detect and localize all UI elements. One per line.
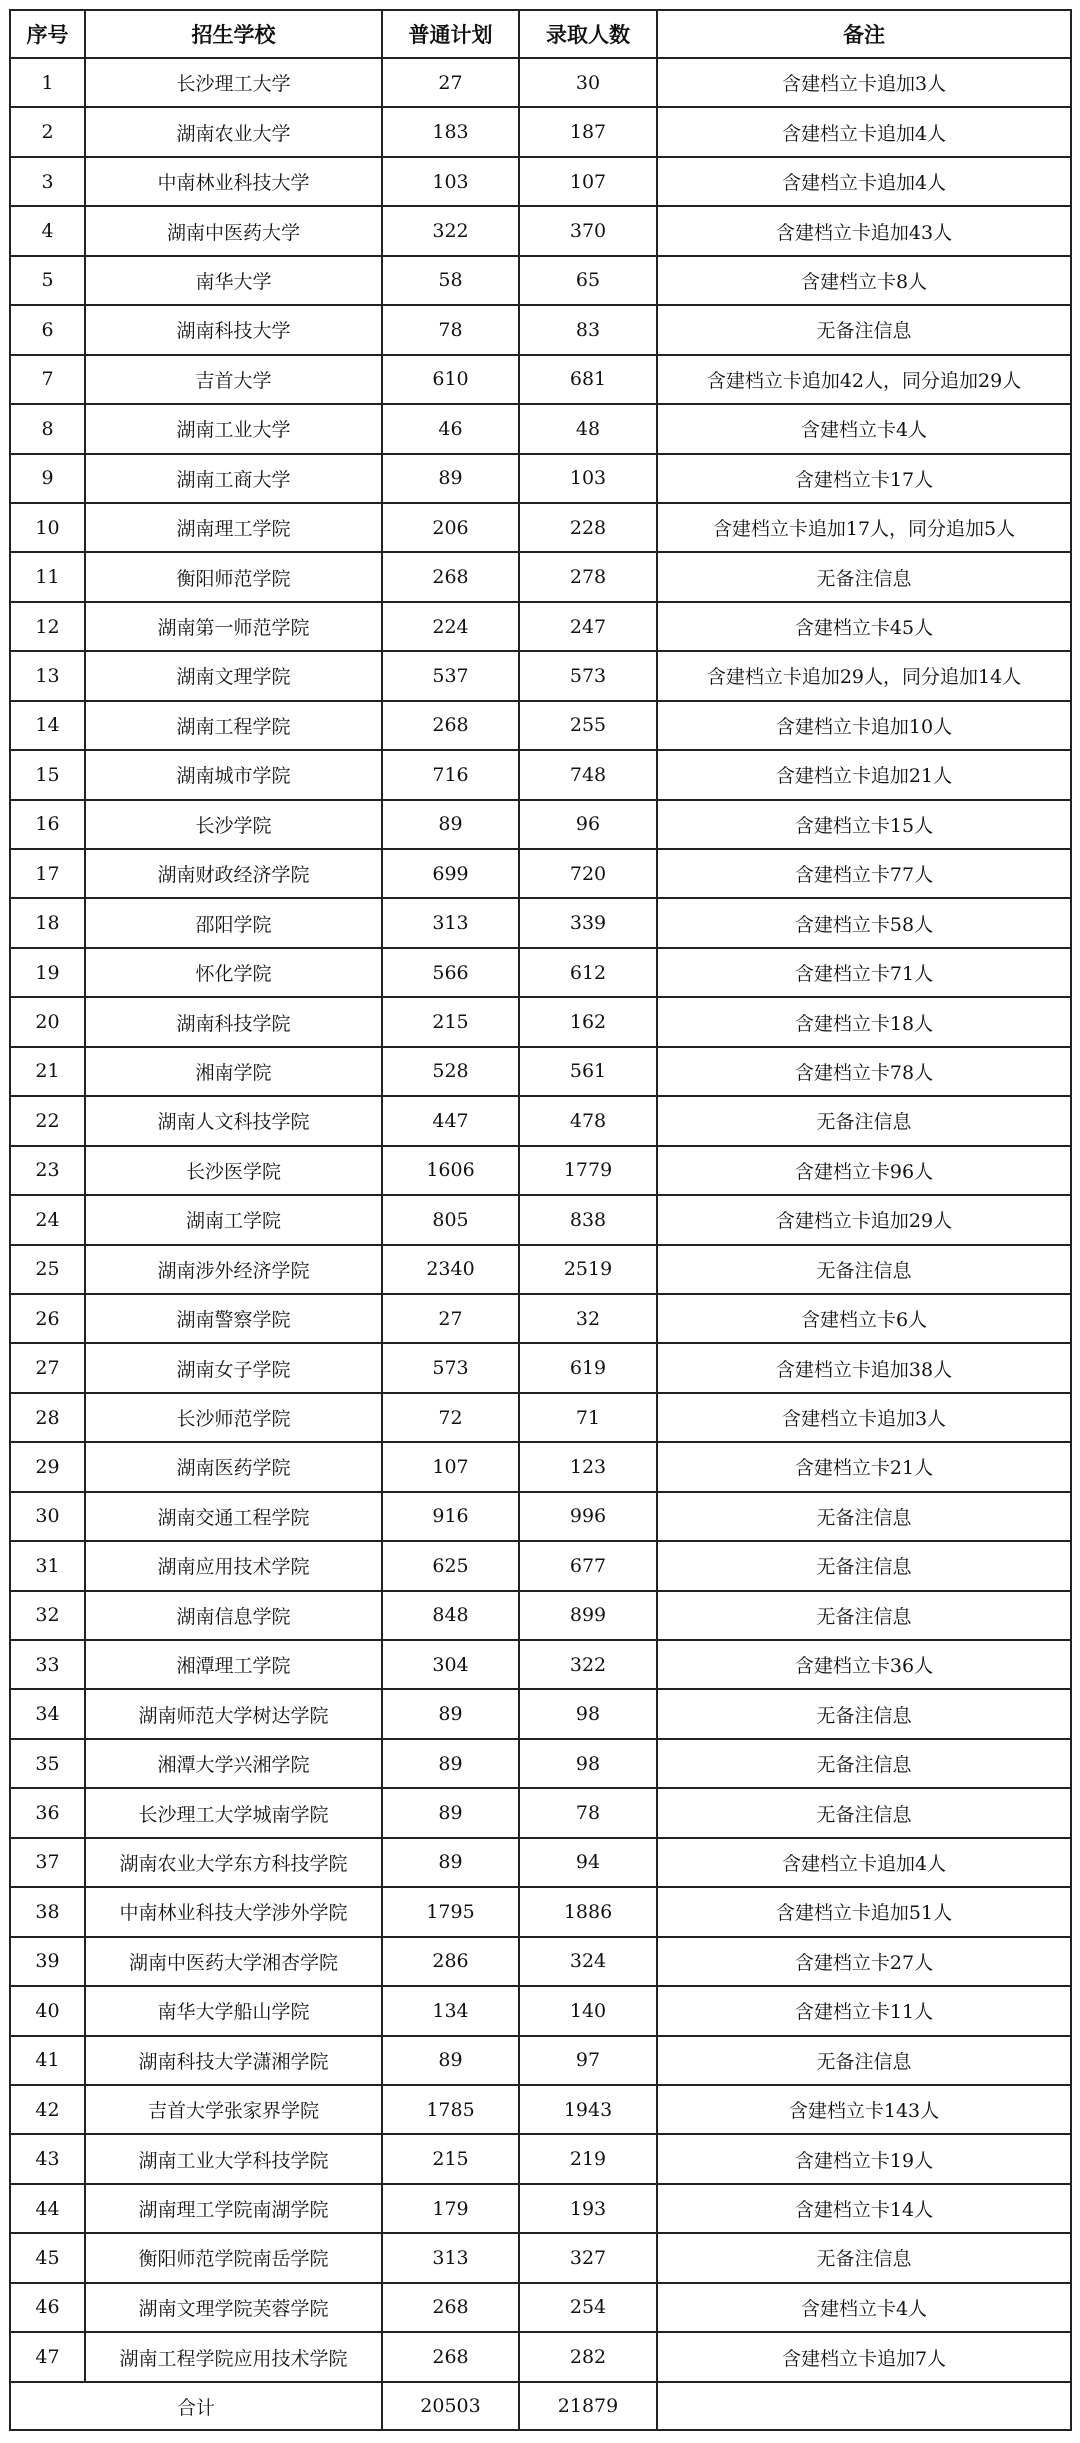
admitted-count: 254 [519, 2283, 657, 2332]
table-row [10, 1591, 1071, 1640]
table-row [10, 454, 1071, 503]
remark: 含建档立卡143人 [657, 2085, 1071, 2134]
plan-count: 224 [382, 602, 519, 651]
plan-count: 313 [382, 2233, 519, 2282]
plan-count: 215 [382, 2134, 519, 2183]
table-row [10, 2332, 1071, 2382]
remark: 含建档立卡71人 [657, 948, 1071, 997]
school-name: 湖南理工学院南湖学院 [85, 2184, 382, 2233]
plan-count: 610 [382, 355, 519, 404]
row-index: 47 [10, 2332, 85, 2382]
admitted-count: 339 [519, 898, 657, 947]
plan-count: 268 [382, 701, 519, 750]
row-index: 36 [10, 1788, 85, 1837]
admitted-count: 278 [519, 552, 657, 601]
row-index: 26 [10, 1294, 85, 1343]
remark: 含建档立卡追加4人 [657, 157, 1071, 206]
plan-count: 89 [382, 2036, 519, 2085]
table-row [10, 602, 1071, 651]
remark: 无备注信息 [657, 1245, 1071, 1294]
admitted-count: 123 [519, 1442, 657, 1491]
school-name: 长沙理工大学 [85, 58, 382, 107]
row-index: 23 [10, 1146, 85, 1195]
table-row [10, 1442, 1071, 1491]
table-row [10, 2233, 1071, 2282]
table-row [10, 1492, 1071, 1541]
table-row [10, 58, 1071, 107]
row-index: 17 [10, 849, 85, 898]
school-name: 湖南人文科技学院 [85, 1096, 382, 1145]
remark: 含建档立卡追加4人 [657, 1838, 1071, 1887]
school-name: 吉首大学张家界学院 [85, 2085, 382, 2134]
table-row [10, 107, 1071, 156]
admitted-count: 228 [519, 503, 657, 552]
admitted-count: 748 [519, 750, 657, 799]
admitted-count: 219 [519, 2134, 657, 2183]
table-row [10, 1788, 1071, 1837]
remark: 含建档立卡27人 [657, 1937, 1071, 1986]
row-index: 1 [10, 58, 85, 107]
plan-count: 286 [382, 1937, 519, 1986]
table-row [10, 997, 1071, 1046]
header-index: 序号 [10, 10, 85, 58]
school-name: 湖南科技大学 [85, 305, 382, 354]
school-name: 湖南工程学院 [85, 701, 382, 750]
table-row [10, 1393, 1071, 1442]
remark: 无备注信息 [657, 2233, 1071, 2282]
school-name: 南华大学 [85, 256, 382, 305]
admitted-count: 103 [519, 454, 657, 503]
plan-count: 103 [382, 157, 519, 206]
row-index: 22 [10, 1096, 85, 1145]
admitted-count: 324 [519, 1937, 657, 1986]
total-admitted: 21879 [519, 2382, 657, 2430]
row-index: 24 [10, 1195, 85, 1244]
admitted-count: 187 [519, 107, 657, 156]
school-name: 湖南科技学院 [85, 997, 382, 1046]
school-name: 湖南第一师范学院 [85, 602, 382, 651]
plan-count: 2340 [382, 1245, 519, 1294]
table-row [10, 2085, 1071, 2134]
plan-count: 625 [382, 1541, 519, 1590]
plan-count: 89 [382, 1788, 519, 1837]
row-index: 13 [10, 651, 85, 700]
table-row [10, 1146, 1071, 1195]
table-row [10, 503, 1071, 552]
school-name: 中南林业科技大学 [85, 157, 382, 206]
table-row [10, 206, 1071, 255]
table-row [10, 157, 1071, 206]
remark: 含建档立卡6人 [657, 1294, 1071, 1343]
remark: 含建档立卡追加29人 [657, 1195, 1071, 1244]
remark: 含建档立卡追加51人 [657, 1887, 1071, 1936]
school-name: 湖南城市学院 [85, 750, 382, 799]
remark: 无备注信息 [657, 1096, 1071, 1145]
school-name: 湖南科技大学潇湘学院 [85, 2036, 382, 2085]
remark: 含建档立卡追加10人 [657, 701, 1071, 750]
table-row [10, 898, 1071, 947]
table-row [10, 1739, 1071, 1788]
row-index: 5 [10, 256, 85, 305]
row-index: 43 [10, 2134, 85, 2183]
remark: 无备注信息 [657, 1541, 1071, 1590]
table-row [10, 2036, 1071, 2085]
table-row [10, 1640, 1071, 1689]
table-row [10, 404, 1071, 453]
admission-table [9, 9, 1072, 2431]
school-name: 衡阳师范学院 [85, 552, 382, 601]
school-name: 南华大学船山学院 [85, 1986, 382, 2035]
row-index: 39 [10, 1937, 85, 1986]
school-name: 长沙学院 [85, 800, 382, 849]
admitted-count: 838 [519, 1195, 657, 1244]
row-index: 30 [10, 1492, 85, 1541]
row-index: 27 [10, 1343, 85, 1392]
plan-count: 46 [382, 404, 519, 453]
remark: 含建档立卡14人 [657, 2184, 1071, 2233]
row-index: 15 [10, 750, 85, 799]
plan-count: 447 [382, 1096, 519, 1145]
table-row [10, 1047, 1071, 1096]
admitted-count: 1886 [519, 1887, 657, 1936]
plan-count: 268 [382, 2283, 519, 2332]
school-name: 湖南中医药大学湘杏学院 [85, 1937, 382, 1986]
school-name: 湖南工程学院应用技术学院 [85, 2332, 382, 2382]
admitted-count: 478 [519, 1096, 657, 1145]
row-index: 21 [10, 1047, 85, 1096]
remark: 含建档立卡21人 [657, 1442, 1071, 1491]
remark: 无备注信息 [657, 1689, 1071, 1738]
remark: 含建档立卡8人 [657, 256, 1071, 305]
admitted-count: 899 [519, 1591, 657, 1640]
table-row [10, 948, 1071, 997]
remark: 无备注信息 [657, 1591, 1071, 1640]
total-label: 合计 [10, 2382, 382, 2430]
plan-count: 1795 [382, 1887, 519, 1936]
admitted-count: 140 [519, 1986, 657, 2035]
school-name: 湖南文理学院 [85, 651, 382, 700]
school-name: 中南林业科技大学涉外学院 [85, 1887, 382, 1936]
table-row [10, 305, 1071, 354]
header-school: 招生学校 [85, 10, 382, 58]
row-index: 28 [10, 1393, 85, 1442]
row-index: 32 [10, 1591, 85, 1640]
table-row [10, 1887, 1071, 1936]
plan-count: 528 [382, 1047, 519, 1096]
plan-count: 848 [382, 1591, 519, 1640]
remark: 无备注信息 [657, 1788, 1071, 1837]
row-index: 42 [10, 2085, 85, 2134]
table-row [10, 800, 1071, 849]
row-index: 45 [10, 2233, 85, 2282]
plan-count: 699 [382, 849, 519, 898]
school-name: 湖南涉外经济学院 [85, 1245, 382, 1294]
school-name: 湖南信息学院 [85, 1591, 382, 1640]
row-index: 41 [10, 2036, 85, 2085]
remark: 含建档立卡追加29人，同分追加14人 [657, 651, 1071, 700]
remark: 含建档立卡58人 [657, 898, 1071, 947]
plan-count: 313 [382, 898, 519, 947]
remark: 含建档立卡11人 [657, 1986, 1071, 2035]
plan-count: 27 [382, 58, 519, 107]
remark: 无备注信息 [657, 2036, 1071, 2085]
school-name: 湖南工业大学科技学院 [85, 2134, 382, 2183]
row-index: 8 [10, 404, 85, 453]
table-row [10, 2134, 1071, 2183]
header-remark: 备注 [657, 10, 1071, 58]
row-index: 40 [10, 1986, 85, 2035]
header-plan: 普通计划 [382, 10, 519, 58]
remark: 含建档立卡45人 [657, 602, 1071, 651]
admitted-count: 370 [519, 206, 657, 255]
plan-count: 573 [382, 1343, 519, 1392]
plan-count: 268 [382, 552, 519, 601]
table-row [10, 849, 1071, 898]
table-row [10, 1689, 1071, 1738]
admitted-count: 282 [519, 2332, 657, 2382]
row-index: 31 [10, 1541, 85, 1590]
table-row [10, 355, 1071, 404]
row-index: 18 [10, 898, 85, 947]
table-row [10, 1096, 1071, 1145]
school-name: 湘南学院 [85, 1047, 382, 1096]
admitted-count: 322 [519, 1640, 657, 1689]
remark: 含建档立卡17人 [657, 454, 1071, 503]
admitted-count: 162 [519, 997, 657, 1046]
admitted-count: 97 [519, 2036, 657, 2085]
school-name: 邵阳学院 [85, 898, 382, 947]
remark: 含建档立卡追加43人 [657, 206, 1071, 255]
plan-count: 107 [382, 1442, 519, 1491]
school-name: 湖南应用技术学院 [85, 1541, 382, 1590]
school-name: 湖南理工学院 [85, 503, 382, 552]
school-name: 长沙师范学院 [85, 1393, 382, 1442]
row-index: 33 [10, 1640, 85, 1689]
row-index: 44 [10, 2184, 85, 2233]
school-name: 长沙理工大学城南学院 [85, 1788, 382, 1837]
row-index: 4 [10, 206, 85, 255]
school-name: 衡阳师范学院南岳学院 [85, 2233, 382, 2282]
row-index: 20 [10, 997, 85, 1046]
plan-count: 89 [382, 1689, 519, 1738]
school-name: 吉首大学 [85, 355, 382, 404]
remark: 无备注信息 [657, 552, 1071, 601]
admitted-count: 65 [519, 256, 657, 305]
plan-count: 537 [382, 651, 519, 700]
school-name: 湖南警察学院 [85, 1294, 382, 1343]
admitted-count: 612 [519, 948, 657, 997]
remark: 无备注信息 [657, 1739, 1071, 1788]
school-name: 湖南工学院 [85, 1195, 382, 1244]
admitted-count: 996 [519, 1492, 657, 1541]
plan-count: 304 [382, 1640, 519, 1689]
plan-count: 1606 [382, 1146, 519, 1195]
school-name: 湘潭大学兴湘学院 [85, 1739, 382, 1788]
plan-count: 566 [382, 948, 519, 997]
plan-count: 916 [382, 1492, 519, 1541]
admitted-count: 30 [519, 58, 657, 107]
remark: 含建档立卡追加4人 [657, 107, 1071, 156]
row-index: 7 [10, 355, 85, 404]
admitted-count: 1779 [519, 1146, 657, 1195]
remark: 含建档立卡4人 [657, 2283, 1071, 2332]
admitted-count: 96 [519, 800, 657, 849]
admitted-count: 677 [519, 1541, 657, 1590]
row-index: 37 [10, 1838, 85, 1887]
total-plan: 20503 [382, 2382, 519, 2430]
admitted-count: 720 [519, 849, 657, 898]
table-row [10, 1838, 1071, 1887]
table-body [10, 58, 1071, 2382]
school-name: 湖南医药学院 [85, 1442, 382, 1491]
remark: 含建档立卡4人 [657, 404, 1071, 453]
remark: 含建档立卡追加21人 [657, 750, 1071, 799]
admitted-count: 98 [519, 1739, 657, 1788]
table-row [10, 1245, 1071, 1294]
remark: 含建档立卡77人 [657, 849, 1071, 898]
table-row [10, 1541, 1071, 1590]
school-name: 湖南女子学院 [85, 1343, 382, 1392]
plan-count: 27 [382, 1294, 519, 1343]
admitted-count: 247 [519, 602, 657, 651]
table-row [10, 2283, 1071, 2332]
header-row [10, 10, 1071, 58]
remark: 含建档立卡追加7人 [657, 2332, 1071, 2382]
admitted-count: 255 [519, 701, 657, 750]
admitted-count: 71 [519, 1393, 657, 1442]
plan-count: 206 [382, 503, 519, 552]
admitted-count: 107 [519, 157, 657, 206]
row-index: 14 [10, 701, 85, 750]
row-index: 25 [10, 1245, 85, 1294]
total-remark [657, 2382, 1071, 2430]
plan-count: 72 [382, 1393, 519, 1442]
plan-count: 89 [382, 1739, 519, 1788]
admitted-count: 1943 [519, 2085, 657, 2134]
remark: 含建档立卡追加38人 [657, 1343, 1071, 1392]
plan-count: 89 [382, 800, 519, 849]
admitted-count: 48 [519, 404, 657, 453]
admitted-count: 561 [519, 1047, 657, 1096]
admitted-count: 573 [519, 651, 657, 700]
row-index: 34 [10, 1689, 85, 1738]
row-index: 3 [10, 157, 85, 206]
school-name: 湖南财政经济学院 [85, 849, 382, 898]
school-name: 湖南文理学院芙蓉学院 [85, 2283, 382, 2332]
admitted-count: 32 [519, 1294, 657, 1343]
admitted-count: 78 [519, 1788, 657, 1837]
table-row [10, 750, 1071, 799]
plan-count: 183 [382, 107, 519, 156]
row-index: 11 [10, 552, 85, 601]
row-index: 2 [10, 107, 85, 156]
remark: 含建档立卡15人 [657, 800, 1071, 849]
school-name: 湖南农业大学 [85, 107, 382, 156]
row-index: 19 [10, 948, 85, 997]
remark: 含建档立卡追加3人 [657, 58, 1071, 107]
row-index: 12 [10, 602, 85, 651]
admitted-count: 2519 [519, 1245, 657, 1294]
table-row [10, 651, 1071, 700]
remark: 无备注信息 [657, 1492, 1071, 1541]
table-row [10, 1294, 1071, 1343]
remark: 含建档立卡96人 [657, 1146, 1071, 1195]
table-row [10, 552, 1071, 601]
row-index: 29 [10, 1442, 85, 1491]
row-index: 9 [10, 454, 85, 503]
plan-count: 805 [382, 1195, 519, 1244]
plan-count: 89 [382, 1838, 519, 1887]
header-admitted: 录取人数 [519, 10, 657, 58]
table-row [10, 701, 1071, 750]
plan-count: 89 [382, 454, 519, 503]
row-index: 35 [10, 1739, 85, 1788]
plan-count: 134 [382, 1986, 519, 2035]
table-row [10, 256, 1071, 305]
plan-count: 215 [382, 997, 519, 1046]
remark: 含建档立卡追加17人，同分追加5人 [657, 503, 1071, 552]
admitted-count: 681 [519, 355, 657, 404]
admitted-count: 327 [519, 2233, 657, 2282]
plan-count: 268 [382, 2332, 519, 2382]
row-index: 38 [10, 1887, 85, 1936]
school-name: 湖南中医药大学 [85, 206, 382, 255]
remark: 含建档立卡18人 [657, 997, 1071, 1046]
table-row [10, 2184, 1071, 2233]
remark: 含建档立卡78人 [657, 1047, 1071, 1096]
table-row [10, 1986, 1071, 2035]
plan-count: 1785 [382, 2085, 519, 2134]
remark: 含建档立卡追加42人，同分追加29人 [657, 355, 1071, 404]
total-row [10, 2382, 1071, 2430]
plan-count: 322 [382, 206, 519, 255]
plan-count: 58 [382, 256, 519, 305]
remark: 含建档立卡19人 [657, 2134, 1071, 2183]
row-index: 10 [10, 503, 85, 552]
remark: 无备注信息 [657, 305, 1071, 354]
remark: 含建档立卡36人 [657, 1640, 1071, 1689]
school-name: 湖南工商大学 [85, 454, 382, 503]
row-index: 16 [10, 800, 85, 849]
row-index: 46 [10, 2283, 85, 2332]
school-name: 湘潭理工学院 [85, 1640, 382, 1689]
plan-count: 179 [382, 2184, 519, 2233]
admitted-count: 94 [519, 1838, 657, 1887]
admitted-count: 619 [519, 1343, 657, 1392]
school-name: 湖南师范大学树达学院 [85, 1689, 382, 1738]
school-name: 长沙医学院 [85, 1146, 382, 1195]
admitted-count: 98 [519, 1689, 657, 1738]
table-row [10, 1343, 1071, 1392]
admitted-count: 83 [519, 305, 657, 354]
school-name: 怀化学院 [85, 948, 382, 997]
row-index: 6 [10, 305, 85, 354]
admitted-count: 193 [519, 2184, 657, 2233]
school-name: 湖南农业大学东方科技学院 [85, 1838, 382, 1887]
plan-count: 716 [382, 750, 519, 799]
school-name: 湖南交通工程学院 [85, 1492, 382, 1541]
remark: 含建档立卡追加3人 [657, 1393, 1071, 1442]
plan-count: 78 [382, 305, 519, 354]
table-row [10, 1937, 1071, 1986]
school-name: 湖南工业大学 [85, 404, 382, 453]
table-row [10, 1195, 1071, 1244]
